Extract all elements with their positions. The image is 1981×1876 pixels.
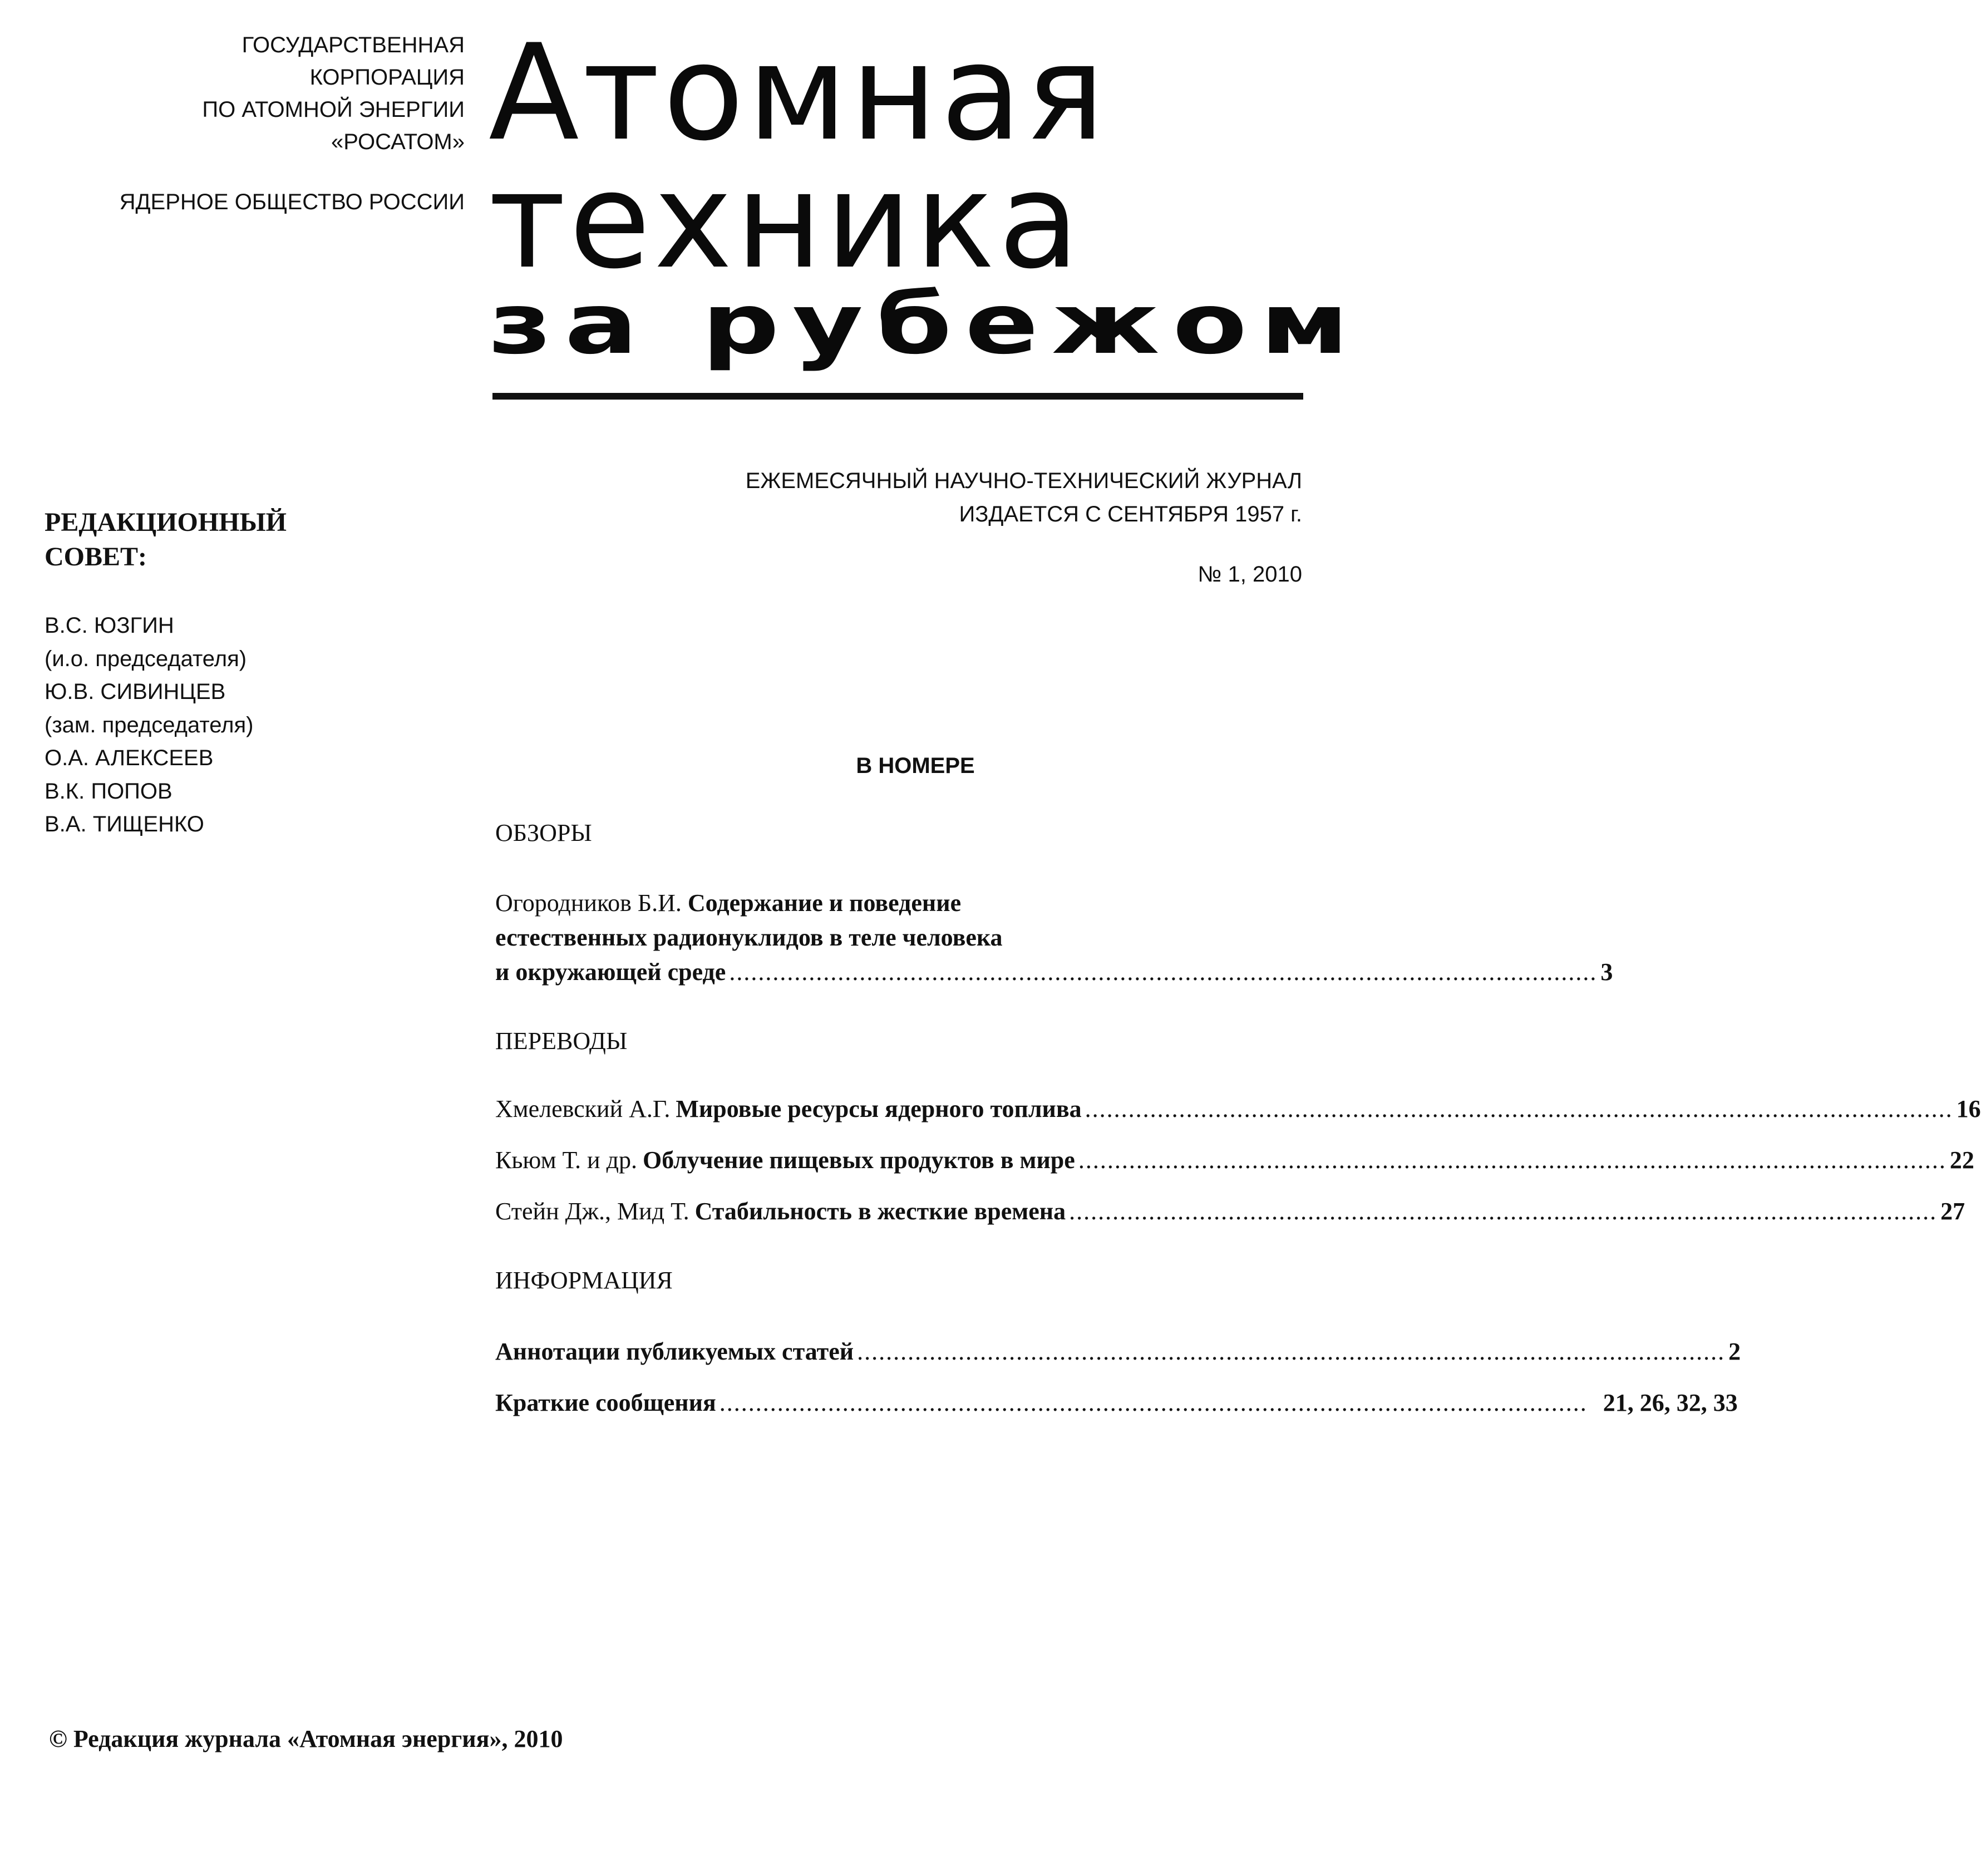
society-name: ЯДЕРНОЕ ОБЩЕСТВО РОССИИ: [119, 190, 465, 214]
contents-heading: В НОМЕРЕ: [856, 754, 975, 778]
toc-entry: [495, 1143, 1974, 1178]
toc-page: 2: [1728, 1338, 1741, 1365]
toc-entry: [495, 1386, 1738, 1420]
publisher-line: ГОСУДАРСТВЕННАЯ: [242, 33, 465, 57]
toc-author: Хмелевский А.Г.: [495, 1095, 671, 1122]
council-member: В.С. ЮЗГИН: [45, 613, 174, 638]
council-title: [45, 505, 287, 574]
toc-leader: ........................................................................................................................: [729, 958, 1598, 986]
masthead-line-2: техника: [489, 144, 1083, 298]
journal-since: ИЗДАЕТСЯ С СЕНТЯБРЯ 1957 г.: [959, 502, 1302, 526]
toc-page: 27: [1940, 1198, 1965, 1225]
journal-info: [584, 464, 1302, 531]
toc-entry: [495, 1092, 1981, 1126]
section-translations: ПЕРЕВОДЫ: [495, 1027, 628, 1055]
toc-title: Краткие сообщения: [495, 1389, 716, 1416]
toc-author: Стейн Дж., Мид Т.: [495, 1198, 689, 1225]
publisher-line: ПО АТОМНОЙ ЭНЕРГИИ: [202, 97, 465, 122]
toc-page: 22: [1949, 1146, 1974, 1174]
publisher-line: «РОСАТОМ»: [331, 130, 465, 154]
toc-entry-line: [495, 955, 1613, 989]
council-title-line: РЕДАКЦИОННЫЙ: [45, 508, 287, 537]
council-member-role: (зам. председателя): [45, 712, 254, 737]
publisher-block: [45, 29, 465, 218]
council-member: Ю.В. СИВИНЦЕВ: [45, 680, 226, 704]
toc-leader: ........................................................................................................................: [1069, 1198, 1938, 1225]
toc-title: естественных радионуклидов в теле человека: [495, 924, 1003, 951]
masthead-line-1: Атомная: [489, 16, 1108, 170]
toc-leader: ........................................................................................................................: [1085, 1095, 1953, 1122]
section-reviews: ОБЗОРЫ: [495, 819, 592, 846]
toc-page: 3: [1600, 958, 1613, 986]
council-member: В.А. ТИЩЕНКО: [45, 812, 204, 836]
copyright: © Редакция журнала «Атомная энергия», 2010: [49, 1725, 563, 1752]
toc-entry-reviews: [495, 886, 1613, 989]
toc-leader: ........................................................................................................................: [719, 1389, 1588, 1416]
toc-author: Огородников Б.И.: [495, 889, 682, 917]
council-member-role: (и.о. председателя): [45, 646, 247, 671]
toc-entry: [495, 1194, 1965, 1229]
toc-entry: [495, 1335, 1741, 1369]
toc-entry-line: [495, 886, 1297, 920]
council-members: [45, 609, 253, 841]
toc-title: Аннотации публикуемых статей: [495, 1338, 854, 1365]
toc-page: 21, 26, 32, 33: [1603, 1389, 1738, 1416]
council-member: О.А. АЛЕКСЕЕВ: [45, 746, 214, 770]
toc-leader: ........................................................................................................................: [1078, 1146, 1946, 1174]
toc-title: Облучение пищевых продуктов в мире: [642, 1146, 1075, 1174]
toc-leader: ........................................................................................................................: [857, 1338, 1726, 1365]
toc-entry-line: [495, 920, 1297, 955]
council-member: В.К. ПОПОВ: [45, 779, 173, 804]
toc-title: Содержание и поведение: [687, 889, 962, 917]
toc-author: Кьюм Т. и др.: [495, 1146, 637, 1174]
toc-title: и окружающей среде: [495, 958, 726, 986]
toc-page: 16: [1956, 1095, 1981, 1122]
journal-type: ЕЖЕМЕСЯЧНЫЙ НАУЧНО-ТЕХНИЧЕСКИЙ ЖУРНАЛ: [745, 469, 1302, 493]
toc-title: Стабильность в жесткие времена: [694, 1198, 1066, 1225]
publisher-line: КОРПОРАЦИЯ: [309, 65, 465, 90]
council-title-line: СОВЕТ:: [45, 542, 147, 572]
toc-title: Мировые ресурсы ядерного топлива: [676, 1095, 1082, 1122]
masthead-line-3: за рубежом: [489, 276, 1362, 373]
issue-number: № 1, 2010: [1198, 562, 1302, 587]
masthead-rule: [492, 393, 1303, 400]
section-information: ИНФОРМАЦИЯ: [495, 1267, 673, 1294]
